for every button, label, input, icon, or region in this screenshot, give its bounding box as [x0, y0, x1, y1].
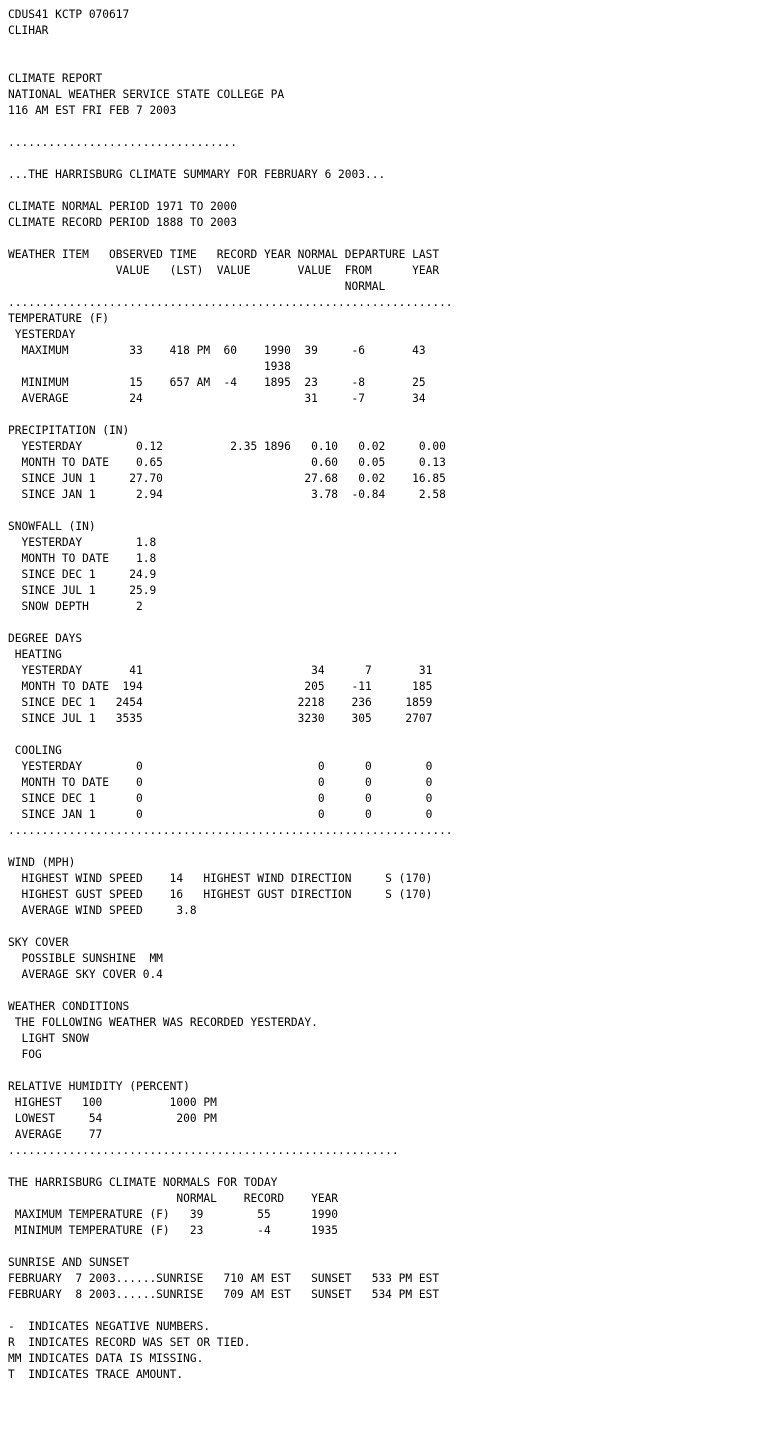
report-line: AVERAGE 77	[8, 1128, 103, 1141]
report-line: SKY COVER	[8, 936, 69, 949]
report-line: WEATHER CONDITIONS	[8, 1000, 130, 1013]
report-line	[8, 1063, 780, 1079]
report-line: 1938	[8, 360, 291, 373]
report-line: ..................................................................	[8, 296, 453, 309]
report-line: DEGREE DAYS	[8, 632, 83, 645]
report-line: COOLING	[8, 744, 62, 757]
report-line: SINCE DEC 1 2454 2218 236 1859	[8, 696, 433, 709]
report-line: VALUE (LST) VALUE VALUE FROM YEAR	[8, 264, 440, 277]
report-line: TEMPERATURE (F)	[8, 312, 110, 325]
report-line	[8, 919, 780, 935]
report-line: ..................................	[8, 136, 238, 149]
report-line: MAXIMUM 33 418 PM 60 1990 39 -6 43	[8, 344, 426, 357]
report-line: T INDICATES TRACE AMOUNT.	[8, 1368, 184, 1381]
report-line	[8, 983, 780, 999]
report-line	[8, 1239, 780, 1255]
report-line: CLIHAR	[8, 24, 49, 37]
report-line: MONTH TO DATE 0.65 0.60 0.05 0.13	[8, 456, 446, 469]
report-line	[8, 183, 780, 199]
report-line	[8, 1159, 780, 1175]
report-line: SNOW DEPTH 2	[8, 600, 143, 613]
report-line	[8, 119, 780, 135]
report-line: CDUS41 KCTP 070617	[8, 8, 130, 21]
report-line: HIGHEST WIND SPEED 14 HIGHEST WIND DIRECTION S (170)	[8, 872, 433, 885]
report-line: PRECIPITATION (IN)	[8, 424, 130, 437]
report-line: CLIMATE NORMAL PERIOD 1971 TO 2000	[8, 200, 238, 213]
report-line	[8, 407, 780, 423]
report-line: AVERAGE 24 31 -7 34	[8, 392, 426, 405]
report-line: SINCE JAN 1 2.94 3.78 -0.84 2.58	[8, 488, 446, 501]
report-line: HIGHEST 100 1000 PM	[8, 1096, 217, 1109]
report-line: MONTH TO DATE 0 0 0 0	[8, 776, 433, 789]
report-line: THE FOLLOWING WEATHER WAS RECORDED YESTERDAY.	[8, 1016, 318, 1029]
report-line: SINCE JUN 1 27.70 27.68 0.02 16.85	[8, 472, 446, 485]
report-line: THE HARRISBURG CLIMATE NORMALS FOR TODAY	[8, 1176, 278, 1189]
report-line: SUNRISE AND SUNSET	[8, 1256, 130, 1269]
report-line: NORMAL RECORD YEAR	[8, 1192, 339, 1205]
report-line	[8, 727, 780, 743]
report-line: WIND (MPH)	[8, 856, 76, 869]
report-line: MONTH TO DATE 1.8	[8, 552, 157, 565]
report-line: - INDICATES NEGATIVE NUMBERS.	[8, 1320, 211, 1333]
report-line: NATIONAL WEATHER SERVICE STATE COLLEGE PA	[8, 88, 285, 101]
report-line	[8, 151, 780, 167]
report-line: FEBRUARY 8 2003......SUNRISE 709 AM EST SUNSET 534 PM EST	[8, 1288, 440, 1301]
report-line: NORMAL	[8, 280, 386, 293]
report-line: YESTERDAY 0 0 0 0	[8, 760, 433, 773]
report-line: R INDICATES RECORD WAS SET OR TIED.	[8, 1336, 251, 1349]
report-line	[8, 615, 780, 631]
report-line: YESTERDAY 1.8	[8, 536, 157, 549]
report-line	[8, 39, 780, 55]
report-line	[8, 1303, 780, 1319]
report-line: RELATIVE HUMIDITY (PERCENT)	[8, 1080, 190, 1093]
report-line	[8, 839, 780, 855]
report-line: SINCE DEC 1 0 0 0 0	[8, 792, 433, 805]
report-line: POSSIBLE SUNSHINE MM	[8, 952, 163, 965]
report-line: YESTERDAY 0.12 2.35 1896 0.10 0.02 0.00	[8, 440, 446, 453]
report-line: ..................................................................	[8, 824, 453, 837]
report-line	[8, 55, 780, 71]
report-line	[8, 231, 780, 247]
report-line: HEATING	[8, 648, 62, 661]
report-line: MM INDICATES DATA IS MISSING.	[8, 1352, 204, 1365]
report-line: ...THE HARRISBURG CLIMATE SUMMARY FOR FEBRUARY 6 2003...	[8, 168, 386, 181]
report-line: MAXIMUM TEMPERATURE (F) 39 55 1990	[8, 1208, 339, 1221]
report-line: 116 AM EST FRI FEB 7 2003	[8, 104, 177, 117]
report-line: MINIMUM 15 657 AM -4 1895 23 -8 25	[8, 376, 426, 389]
report-line: LIGHT SNOW	[8, 1032, 89, 1045]
report-line: LOWEST 54 200 PM	[8, 1112, 217, 1125]
report-line: YESTERDAY 41 34 7 31	[8, 664, 433, 677]
report-line: ..........................................................	[8, 1144, 399, 1157]
report-line: SINCE JAN 1 0 0 0 0	[8, 808, 433, 821]
report-line: FOG	[8, 1048, 42, 1061]
report-line: SNOWFALL (IN)	[8, 520, 96, 533]
report-line: WEATHER ITEM OBSERVED TIME RECORD YEAR NORMAL DEPARTURE LAST	[8, 248, 440, 261]
report-line: AVERAGE WIND SPEED 3.8	[8, 904, 197, 917]
report-line: SINCE JUL 1 3535 3230 305 2707	[8, 712, 433, 725]
report-line	[8, 503, 780, 519]
report-line: AVERAGE SKY COVER 0.4	[8, 968, 163, 981]
report-line: CLIMATE RECORD PERIOD 1888 TO 2003	[8, 216, 238, 229]
report-line: HIGHEST GUST SPEED 16 HIGHEST GUST DIRECTION S (170)	[8, 888, 433, 901]
report-line: MINIMUM TEMPERATURE (F) 23 -4 1935	[8, 1224, 339, 1237]
report-line: YESTERDAY	[8, 328, 76, 341]
report-line: FEBRUARY 7 2003......SUNRISE 710 AM EST SUNSET 533 PM EST	[8, 1272, 440, 1285]
report-line: SINCE DEC 1 24.9	[8, 568, 157, 581]
report-line: CLIMATE REPORT	[8, 72, 103, 85]
report-line: SINCE JUL 1 25.9	[8, 584, 157, 597]
report-line: MONTH TO DATE 194 205 -11 185	[8, 680, 433, 693]
